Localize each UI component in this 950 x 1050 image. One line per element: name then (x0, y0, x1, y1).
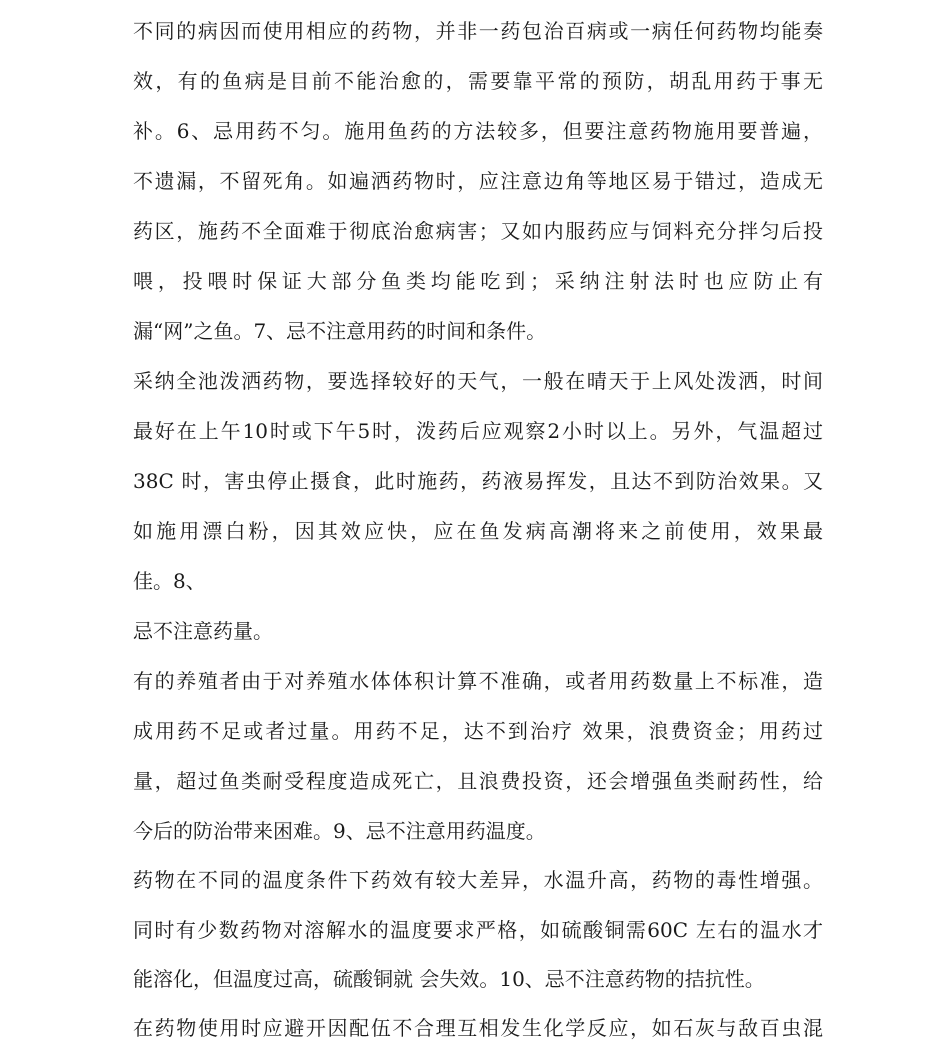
text-line-5: 药区，施药不全面难于彻底治愈病害；又如内服药应与饲料充分拌匀后投 (133, 219, 823, 243)
text-line-9: 最好在上午10时或下午5时，泼药后应观察2小时以上。另外，气温超过 (133, 419, 823, 443)
text-line-20: 能溶化，但温度过高，硫酸铜就 会失效。10、忌不注意药物的拮抗性。 (133, 967, 765, 991)
text-line-15: 成用药不足或者过量。用药不足，达不到治疗 效果，浪费资金；用药过 (133, 719, 823, 743)
text-line-1: 不同的病因而使用相应的药物，并非一药包治百病或一病任何药物均能奏 (133, 19, 823, 43)
text-line-6: 喂，投喂时保证大部分鱼类均能吃到；采纳注射法时也应防止有 (133, 269, 823, 293)
text-line-11: 如施用漂白粉，因其效应快，应在鱼发病高潮将来之前使用，效果最 (133, 519, 823, 543)
text-line-13: 忌不注意药量。 (133, 619, 273, 643)
text-line-18: 药物在不同的温度条件下药效有较大差异，水温升高，药物的毒性增强。 (133, 868, 823, 892)
text-line-19: 同时有少数药物对溶解水的温度要求严格，如硫酸铜需60C 左右的温水才 (133, 918, 823, 942)
text-line-4: 不遗漏，不留死角。如遍洒药物时，应注意边角等地区易于错过，造成无 (133, 169, 823, 193)
text-line-21: 在药物使用时应避开因配伍不合理互相发生化学反应，如石灰与敌百虫混 (133, 1016, 823, 1040)
text-line-7: 漏“网”之鱼。7、忌不注意用药的时间和条件。 (133, 319, 547, 343)
text-line-17: 今后的防治带来困难。9、忌不注意用药温度。 (133, 819, 546, 843)
text-line-8: 采纳全池泼洒药物，要选择较好的天气，一般在晴天于上风处泼洒，时间 (133, 369, 823, 393)
text-line-16: 量，超过鱼类耐受程度造成死亡，且浪费投资，还会增强鱼类耐药性，给 (133, 769, 823, 793)
text-line-3: 补。6、忌用药不匀。施用鱼药的方法较多，但要注意药物施用要普遍， (133, 119, 823, 143)
text-line-2: 效，有的鱼病是目前不能治愈的，需要靠平常的预防，胡乱用药于事无 (133, 69, 823, 93)
text-line-12: 佳。8、 (133, 569, 206, 593)
text-line-14: 有的养殖者由于对养殖水体体积计算不准确，或者用药数量上不标准，造 (133, 669, 823, 693)
text-line-10: 38C 时，害虫停止摄食，此时施药，药液易挥发，且达不到防治效果。又 (133, 469, 823, 493)
